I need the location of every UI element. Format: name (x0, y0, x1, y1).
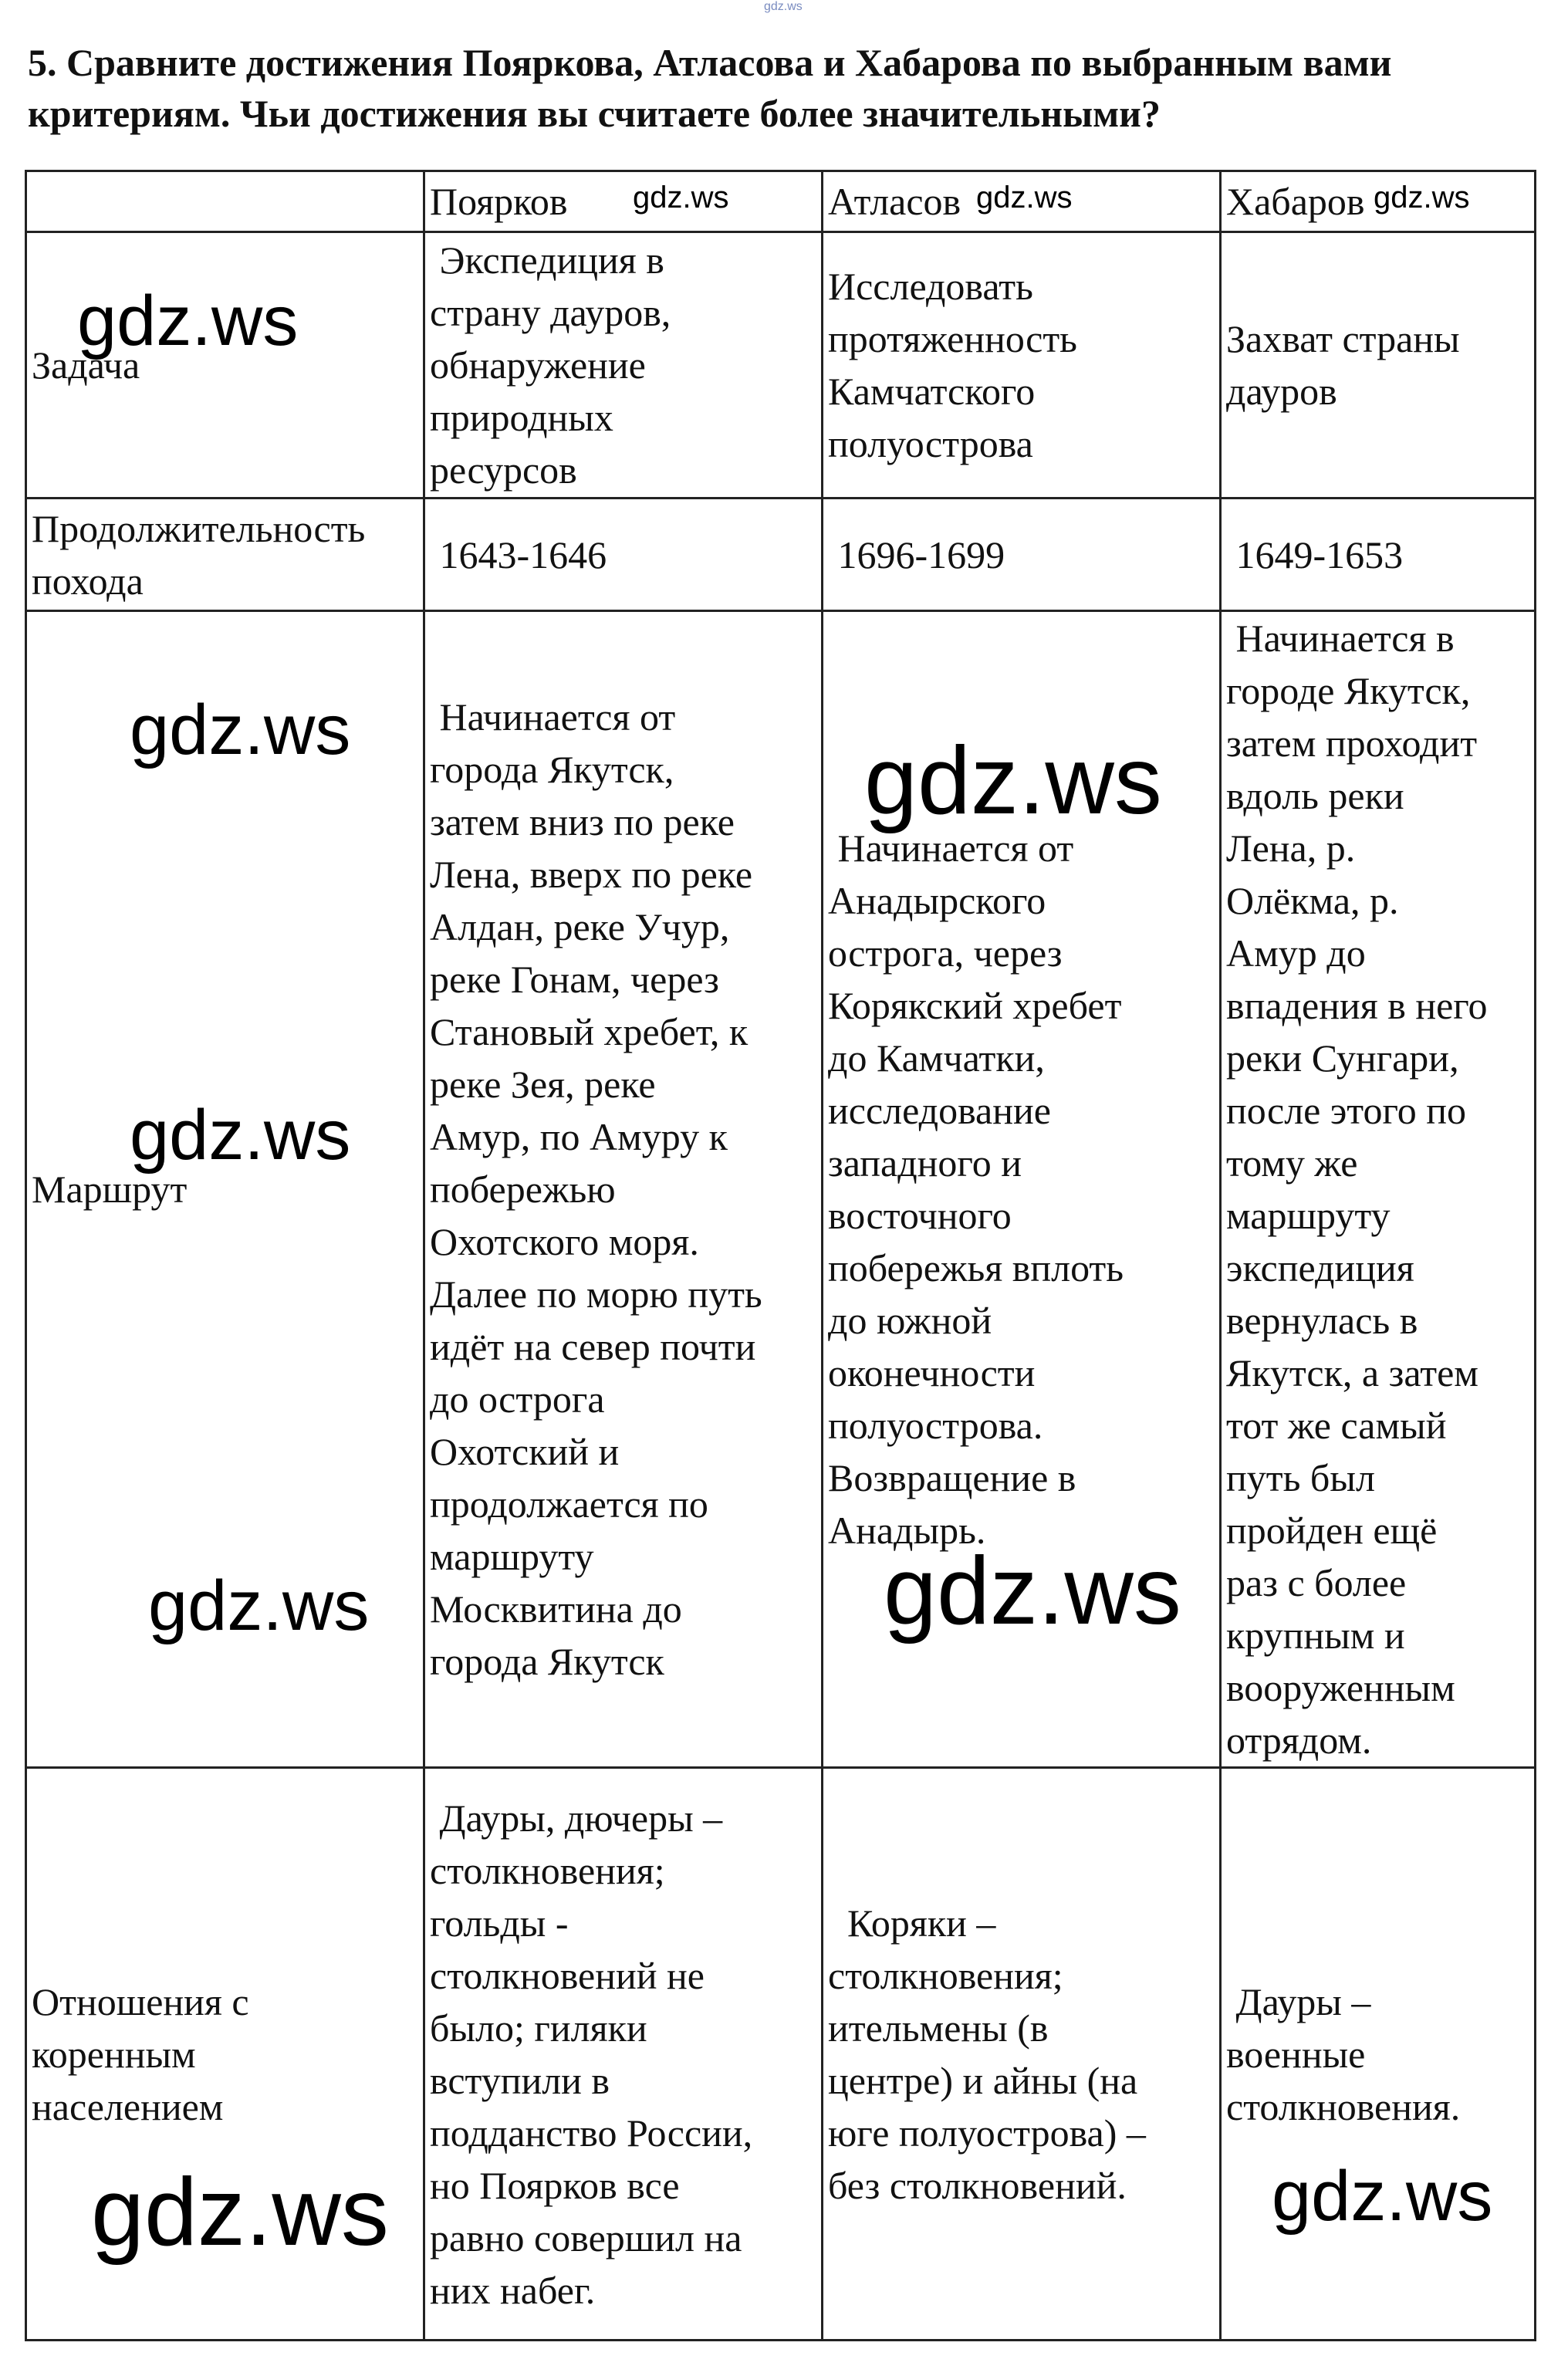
header-row (26, 171, 1536, 232)
watermark-top: gdz.ws (764, 0, 803, 13)
watermark: gdz.ws (884, 1538, 1181, 1644)
watermark: gdz.ws (1272, 2157, 1493, 2236)
watermark: gdz.ws (633, 181, 729, 215)
row-label: Маршрут (26, 611, 424, 1768)
row-label: Продолжительность похода (26, 499, 424, 611)
table-cell: 1643-1646 (424, 499, 823, 611)
watermark: gdz.ws (130, 691, 351, 769)
watermark: gdz.ws (976, 181, 1073, 215)
watermark: gdz.ws (130, 1096, 351, 1175)
table-cell: Экспедиция в страну дауров, обнаружение природных ресурсов (424, 232, 823, 499)
table-cell: Дауры, дючеры – столкновения; гольды - столкновений не было; гиляки вступили в подданство России, но Поярков все равно совершил на них набег. (424, 1768, 823, 2341)
table-cell: 1649-1653 (1221, 499, 1536, 611)
header-cell-khabarov: Хабаров (1221, 171, 1536, 232)
row-label: Задача (26, 232, 424, 499)
watermark: gdz.ws (77, 282, 299, 360)
comparison-table (25, 170, 1536, 2341)
row-label: Отношения с коренным населением (26, 1768, 424, 2341)
table-cell: Исследовать протяженность Камчатского полуострова (823, 232, 1221, 499)
table-cell: Дауры – военные столкновения. (1221, 1768, 1536, 2341)
table-cell: Коряки – столкновения; ительмены (в центре) и айны (на юге полуострова) – без столкновений. (823, 1768, 1221, 2341)
table-cell: Начинается в городе Якутск, затем проходит вдоль реки Лена, р. Олёкма, р. Амур до впадения в него реки Сунгари, после этого по тому же маршруту экспедиция вернулась в Якутск, а затем тот же самый путь был пройден ещё раз с более крупным и вооруженным отрядом. (1221, 611, 1536, 1768)
header-cell-empty (26, 171, 424, 232)
question-title: 5. Сравните достижения Пояркова, Атласова и Хабарова по выбранным вами критериям. Чьи достижения вы считаете более значительными? (28, 41, 1392, 135)
watermark: gdz.ws (1374, 181, 1470, 215)
header-cell-atlasov: Атласов (823, 171, 1221, 232)
watermark: gdz.ws (91, 2159, 389, 2266)
table-cell: 1696-1699 (823, 499, 1221, 611)
table-cell: Захват страны дауров (1221, 232, 1536, 499)
row-duration (26, 499, 1536, 611)
table-cell: Начинается от города Якутск, затем вниз по реке Лена, вверх по реке Алдан, реке Учур, реке Гонам, через Становый хребет, к реке Зея, реке Амур, по Амуру к побережью Охотского моря. Далее по морю путь идёт на север почти до острога Охотский и продолжается по маршруту Москвитина до города Якутск (424, 611, 823, 1768)
header-cell-poyarkov: Поярков (424, 171, 823, 232)
watermark: gdz.ws (148, 1567, 370, 1645)
row-task (26, 232, 1536, 499)
table-cell: Начинается от Анадырского острога, через Корякский хребет до Камчатки, исследование западного и восточного побережья вплоть до южной оконечности полуострова. Возвращение в Анадырь. (823, 611, 1221, 1768)
watermark: gdz.ws (864, 728, 1162, 834)
